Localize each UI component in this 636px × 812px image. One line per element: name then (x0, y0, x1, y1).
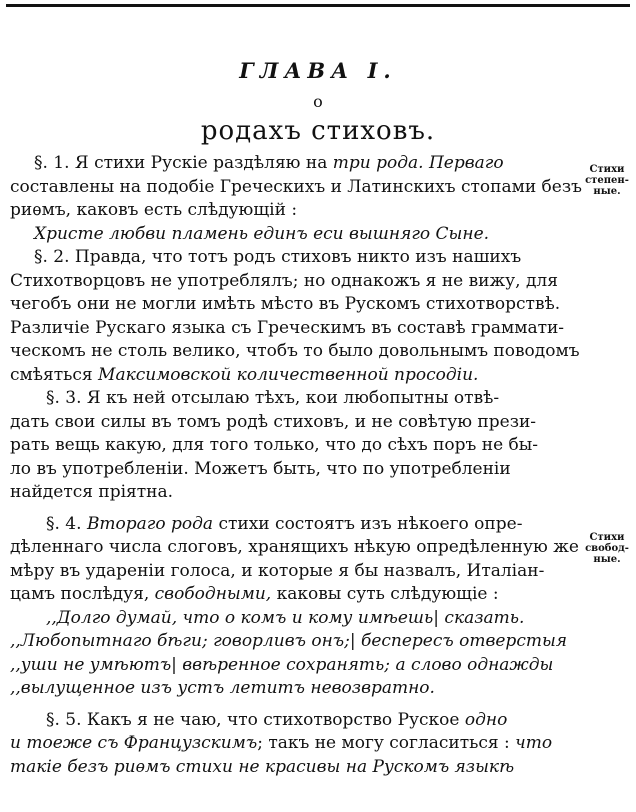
p4-line-4: цамъ послѣдуя, свободными, каковы суть слѣдующiе : (10, 584, 499, 604)
p4-verse-1: ,,Долго думай, что о комъ и кому имѣешь| сказать. (46, 607, 525, 628)
about-word: о (313, 92, 323, 111)
p5-line-1: §. 5. Какъ я не чаю, что стихотворство Руское одно (46, 709, 508, 730)
margin-note-1: Стихи степен- ные. (585, 164, 629, 197)
p4-verse-4: ,,вылущенное изъ устъ летитъ невозвратно. (10, 678, 435, 698)
p4-line-2: дѣленнаго числа слоговъ, хранящихъ нѣкую опредѣленную же (10, 537, 579, 557)
p4-line-3: мѣру въ ударенiи голоса, и которые я бы назвалъ, Италiан- (10, 560, 545, 581)
p1-verse: Христе любви пламень единъ еси вышняго Сыне. (34, 223, 490, 244)
p3-line-3: рать вещь какую, для того только, что до сѣхъ поръ не бы- (10, 435, 539, 455)
p2-line-1: §. 2. Правда, что тотъ родъ стиховъ никто изъ нашихъ (34, 247, 522, 267)
p2-line-2: Стихотворцовъ не употреблялъ; но однакожъ я не вижу, для (10, 270, 558, 291)
top-rule (6, 4, 630, 7)
p3-line-1: §. 3. Я къ ней отсылаю тѣхъ, кои любопытны отвѣ- (46, 388, 500, 408)
margin-note-2: Стихи свобод- ные. (585, 532, 629, 565)
p5-line-3: такiе безъ риѳмъ стихи не красивы на Рускомъ языкѣ (10, 756, 515, 777)
p1-line-2: составлены на подобiе Греческихъ и Латинскихъ стопами безъ (10, 176, 582, 197)
p2-line-5: ческомъ не столь велико, чтобъ то было довольнымъ поводомъ (10, 341, 580, 361)
p3-line-2: дать свои силы въ томъ родѣ стиховъ, и не совѣтую прези- (10, 411, 537, 432)
p2-line-6: смѣяться Максимовской количественной просодiи. (10, 364, 479, 385)
p2-line-3: чегобъ они не могли имѣть мѣсто въ Рускомъ стихотворствѣ. (10, 294, 561, 314)
p1-line-1: §. 1. Я стихи Рускiе раздѣляю на три рода. Перваго (34, 153, 504, 173)
p2-line-4: Различiе Рускаго языка съ Греческимъ въ составѣ граммати- (10, 317, 565, 338)
p4-verse-2: ,,Любопытнаго бѣги; говорливъ онъ;| беспересъ отверстыя (10, 631, 568, 651)
body-text (10, 152, 582, 779)
p3-line-5: найдется прiятна. (10, 482, 174, 502)
p1-line-3: риѳмъ, каковъ есть слѣдующiй : (10, 200, 298, 220)
page-title: родахъ стиховъ. (200, 116, 436, 146)
chapter-heading: ГЛАВА I. (239, 58, 397, 83)
p3-line-4: ло въ употребленiи. Можетъ быть, что по употребленiи (10, 458, 511, 479)
p5-line-2: и тоеже съ Французскимъ; такъ не могу согласиться : что (10, 733, 553, 753)
p4-line-1: §. 4. Втораго рода стихи состоятъ изъ нѣкоего опре- (46, 513, 523, 534)
p4-verse-3: ,,уши не умѣютъ| ввѣренное сохранять; а слово однажды (10, 654, 554, 675)
